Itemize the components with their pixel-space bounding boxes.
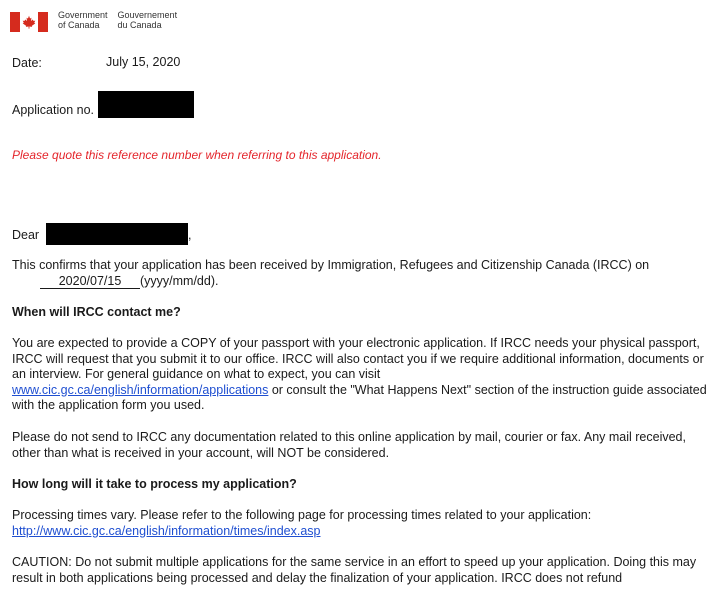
section-heading-contact: When will IRCC contact me? <box>12 305 181 319</box>
application-number-label: Application no. <box>12 103 95 117</box>
redacted-applicant-name <box>46 223 188 245</box>
date-value: July 15, 2020 <box>106 55 181 69</box>
salutation: Dear <box>12 228 40 242</box>
section-heading-processing: How long will it take to process my application? <box>12 477 297 491</box>
gov-fr-line2: du Canada <box>117 20 162 30</box>
government-of-canada-logo <box>10 10 187 36</box>
processing-text: Processing times vary. Please refer to the following page for processing times related to your application: <box>12 508 592 522</box>
mail-paragraph: Please do not send to IRCC any documentation related to this online application by mail, courier or fax. Any mail received, other than what is received in your account, will NOT be considered. <box>12 430 686 460</box>
passport-paragraph <box>12 336 712 414</box>
date-label: Date: <box>12 56 42 70</box>
redacted-application-number <box>98 91 194 118</box>
canada-flag-icon <box>10 12 48 32</box>
salutation-comma: , <box>188 228 192 242</box>
received-date: 2020/07/15 <box>40 275 140 289</box>
date-format-hint: (yyyy/mm/dd). <box>140 273 219 288</box>
gov-fr-line1: Gouvernement <box>117 10 178 20</box>
gov-en-line2: of Canada <box>58 20 100 30</box>
caution-paragraph: CAUTION: Do not submit multiple applications for the same service in an effort to speed up your application. Doing this may result in both applications being processed and delay the finalization of your application. IRCC does not refund <box>12 555 697 585</box>
gov-en-line1: Government <box>58 10 108 20</box>
applications-link[interactable]: www.cic.gc.ca/english/information/applications <box>12 382 269 397</box>
confirmation-text: This confirms that your application has been received by Immigration, Refugees and Citizenship Canada (IRCC) on <box>12 258 650 272</box>
reference-note: Please quote this reference number when referring to this application. <box>12 148 382 162</box>
passport-text: You are expected to provide a COPY of your passport with your electronic application. If IRCC needs your physical passport, IRCC will request that you submit it to our office. IRCC will also contact you if we require additional information, documents or an interview. For general guidance on what to expect, you can visit <box>12 336 704 381</box>
processing-times-link[interactable]: http://www.cic.gc.ca/english/information/times/index.asp <box>12 523 321 538</box>
processing-paragraph <box>12 508 712 539</box>
passport-text-tail: or consult the "What Happens Next" section of the instruction guide associated with the application form you used. <box>12 382 707 412</box>
confirmation-paragraph <box>12 258 712 289</box>
